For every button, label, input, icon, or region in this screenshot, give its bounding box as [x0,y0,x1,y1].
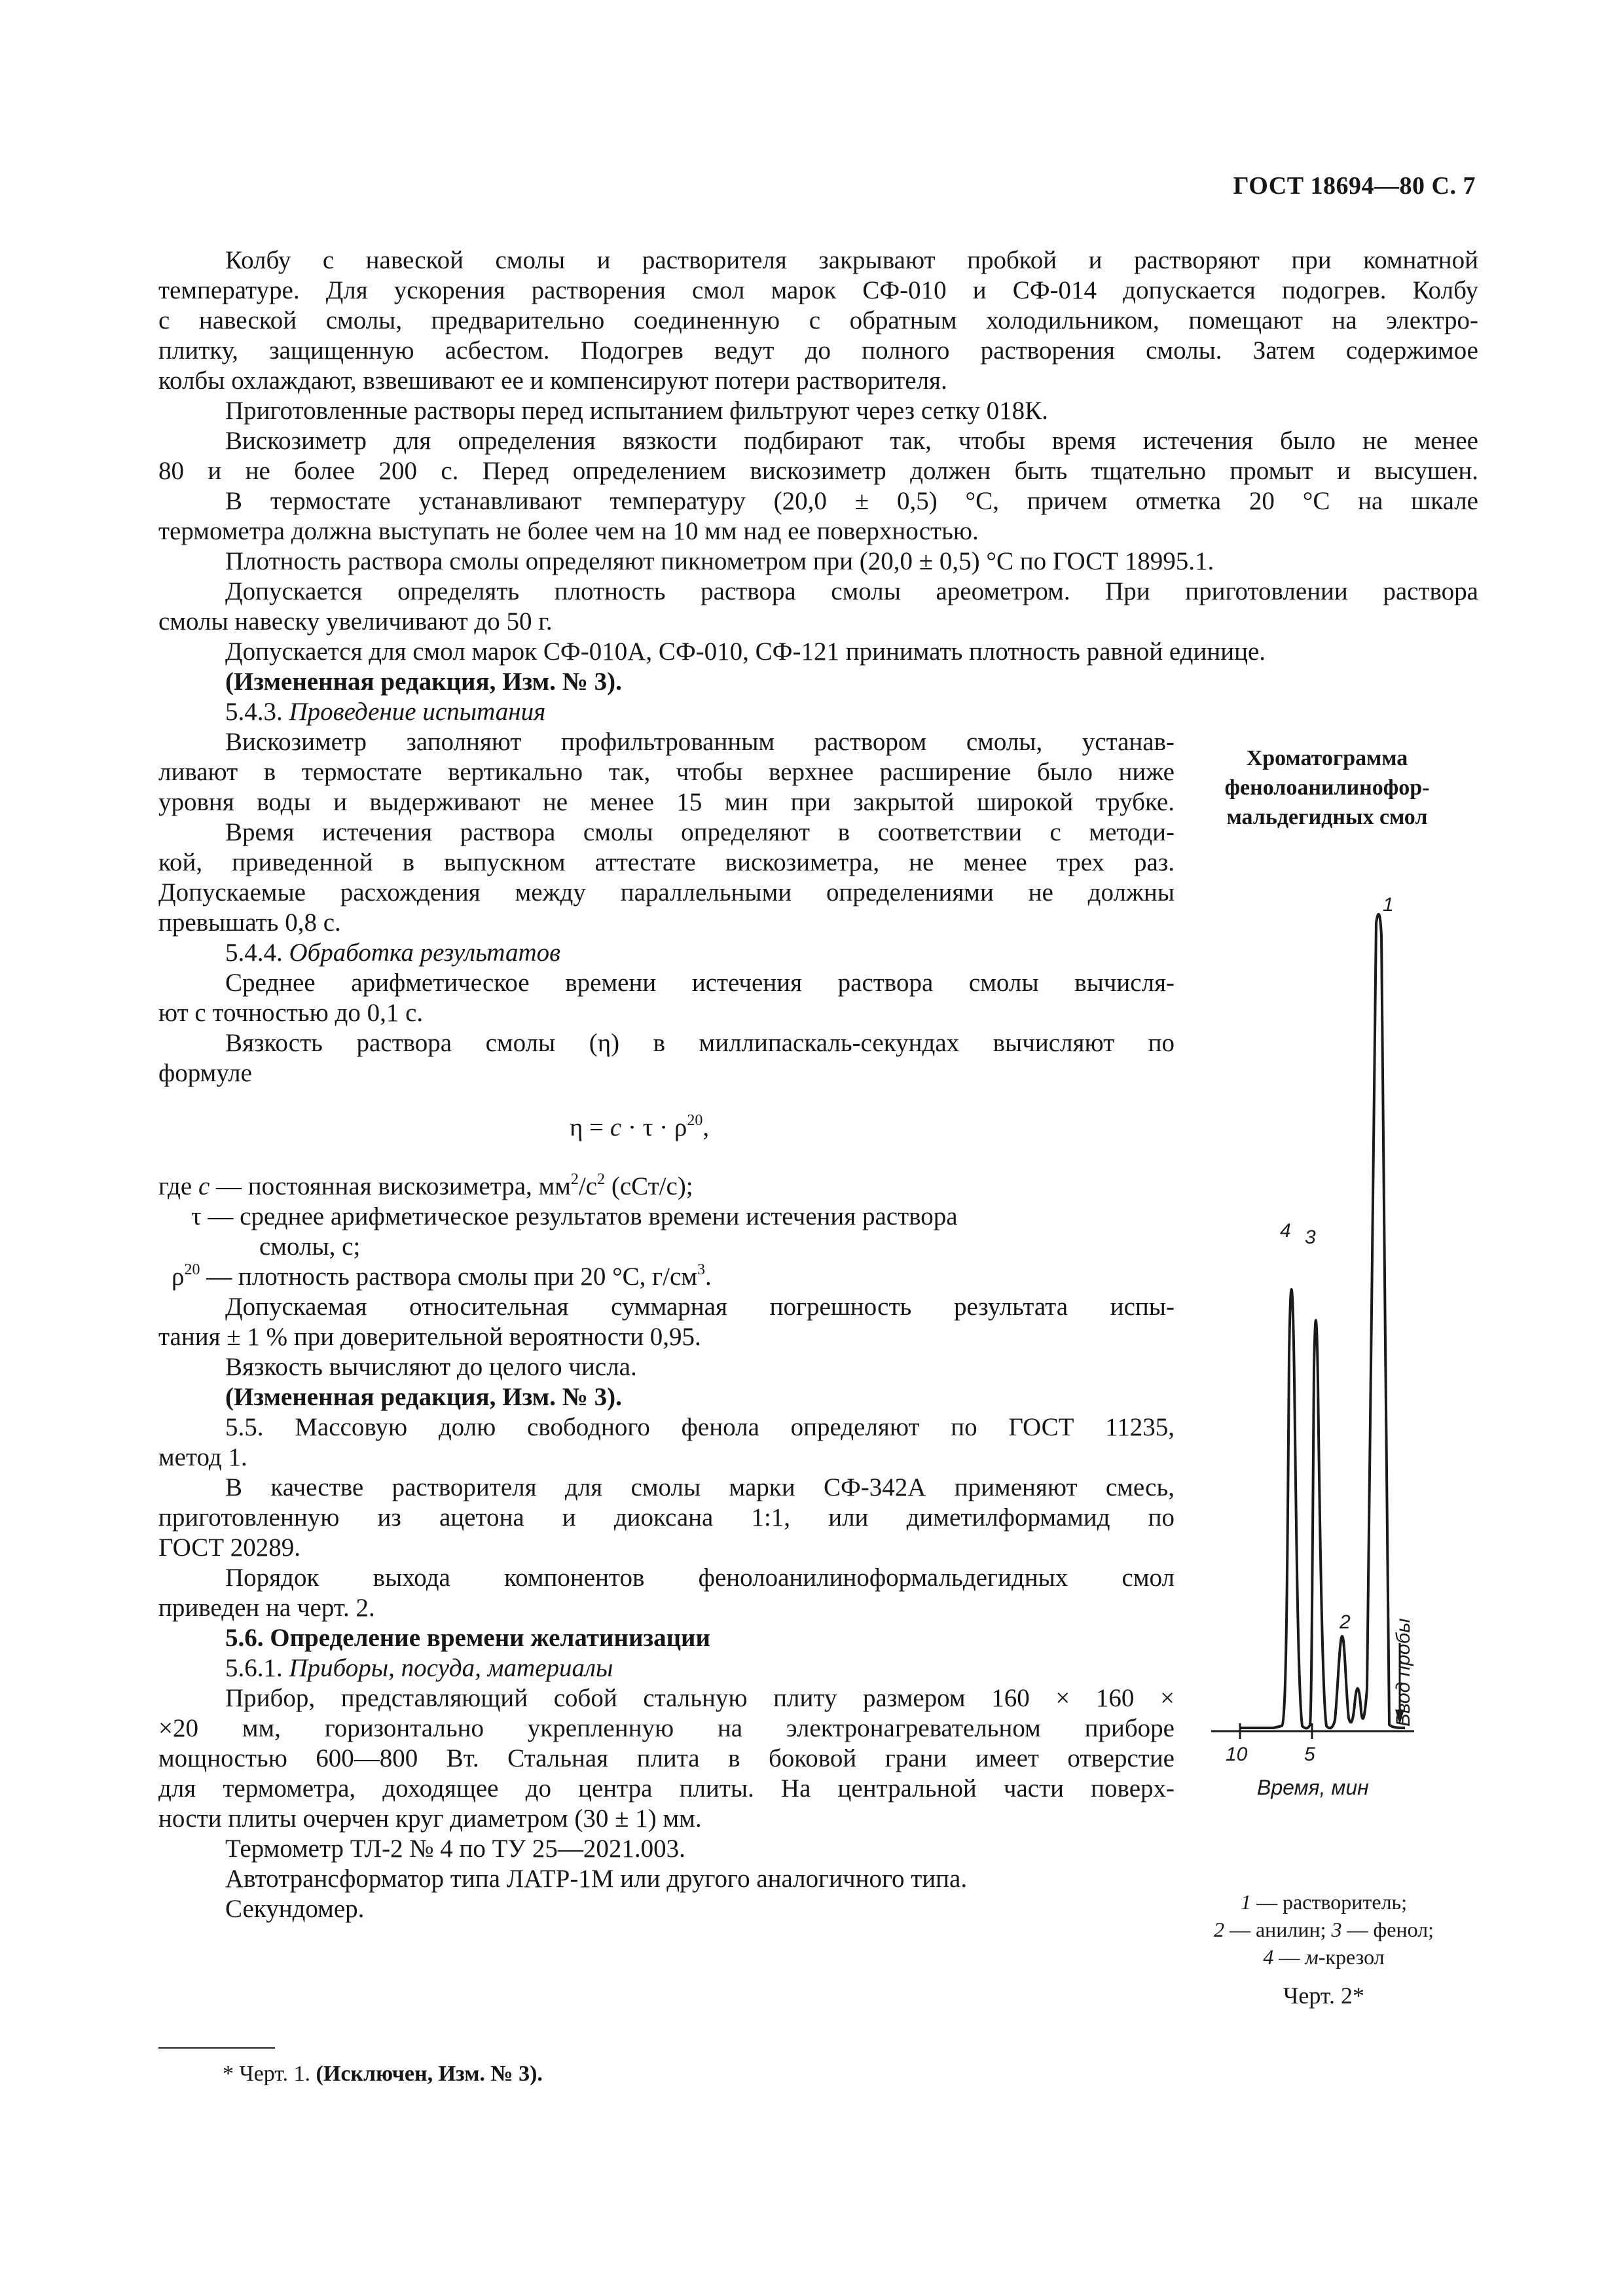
paragraph-line: Вязкость вычисляют до целого числа. [225,1353,637,1381]
peak-label-2: 2 [1340,1611,1351,1633]
legend-text: — анилин; [1224,1918,1332,1941]
formula-superscript: 20 [687,1112,703,1129]
paragraph-line: ют с точностью до 0,1 с. [158,999,424,1027]
definition-superscript: 3 [697,1261,705,1278]
legend-number: 3 [1331,1918,1342,1941]
paragraph-line: 80 и не более 200 с. Перед определением вискозиметр должен быть тщательно промыт и высушен. [158,457,1478,485]
peak-label-1: 1 [1383,894,1394,916]
legend-number: 1 [1240,1890,1251,1914]
formula-part: , [702,1113,710,1141]
figure-title [1186,744,1468,832]
paragraph-line: ности плиты очерчен круг диаметром (30 ± 1) мм. [158,1804,702,1833]
paragraph-line: В качестве растворителя для смолы марки СФ-342А применяют смесь, [225,1473,1175,1501]
paragraph-line: приготовленную из ацетона и диоксана 1:1, или диметилформамид по [158,1503,1175,1532]
footnote-divider [158,2047,275,2049]
formula [570,1113,709,1143]
legend-line [1186,1916,1461,1943]
paragraph-line: тания ± 1 % при доверительной вероятности 0,95. [158,1323,701,1351]
legend-line [1186,1943,1461,1971]
tick-label-5: 5 [1304,1744,1315,1765]
figure-caption: Черт. 2* [1283,1982,1364,2009]
paragraph-line: метод 1. [158,1443,247,1471]
chromatogram-trace [1240,914,1405,1729]
paragraph-line: смолы навеску увеличивают до 50 г. [158,607,553,636]
paragraph-line: Порядок выхода компонентов фенолоанилиноформальдегидных смол [225,1564,1175,1592]
paragraph-line: ГОСТ 20289. [158,1534,301,1562]
injection-label: Ввод пробы [1393,1618,1414,1727]
section-number: 5.4.3. [225,698,283,726]
amendment-note: (Измененная редакция, Изм. № 3). [225,1383,622,1411]
definition-superscript: 20 [184,1261,200,1278]
tick-label-10: 10 [1226,1744,1248,1765]
formula-definition [158,1172,693,1202]
figure-title-line: Хроматограмма [1246,746,1408,770]
definition-variable: c [198,1172,210,1200]
paragraph-line: температуре. Для ускорения растворения смол марок СФ-010 и СФ-014 допускается подогрев. Колбу [158,276,1478,304]
paragraph-line: Колбу с навеской смолы и растворителя закрывают пробкой и растворяют при комнатной [225,246,1478,274]
paragraph-line: Допускаемые расхождения между параллельными определениями не должны [158,878,1175,906]
definition-part: ρ [172,1263,185,1291]
section-heading [225,697,545,727]
section-heading [225,1653,613,1683]
formula-definition [172,1262,712,1292]
paragraph-line: плитку, защищенную асбестом. Подогрев ведут до полного растворения смолы. Затем содержимое [158,336,1478,365]
legend-text: -крезол [1318,1945,1385,1969]
paragraph-line: для термометра, доходящее до центра плиты. На центральной части поверх- [158,1774,1175,1803]
definition-superscript: 2 [570,1171,579,1188]
paragraph-line: Среднее арифметическое времени истечения раствора смолы вычисля- [225,969,1175,997]
formula-definition: τ — среднее арифметическое результатов времени истечения раствора [191,1202,958,1230]
paragraph-line: с навеской смолы, предварительно соединенную с обратным холодильником, помещают на электро- [158,306,1478,334]
paragraph-line: Прибор, представляющий собой стальную плиту размером 160 × 160 × [225,1684,1175,1712]
section-heading [225,938,560,968]
paragraph-line: Вискозиметр для определения вязкости подбирают так, чтобы время истечения было не менее [225,427,1478,455]
section-title: Проведение испытания [289,698,546,726]
legend-text: м [1305,1945,1319,1969]
definition-part: — плотность раствора смолы при 20 °С, г/см [200,1263,697,1291]
legend-text: — фенол; [1341,1918,1434,1941]
paragraph-line: формуле [158,1059,252,1087]
definition-part: (сСт/с); [605,1172,693,1200]
paragraph-line: Приготовленные растворы перед испытанием фильтруют через сетку 018К. [225,397,1048,425]
paragraph-line: Вязкость раствора смолы (η) в миллипаскаль-секундах вычисляют по [225,1029,1175,1057]
chromatogram-chart [1211,884,1421,1826]
legend-number: 2 [1213,1918,1224,1941]
legend-text: — [1273,1945,1305,1969]
section-number: 5.6.1. [225,1654,283,1682]
paragraph-line: колбы охлаждают, взвешивают ее и компенсируют потери растворителя. [158,367,947,395]
footnote-text: * Черт. 1. [223,2062,316,2086]
figure-title-line: фенолоанилинофор- [1224,776,1430,800]
page-header: ГОСТ 18694—80 С. 7 [1233,172,1476,200]
legend-text: — растворитель; [1250,1890,1408,1914]
definition-superscript: 2 [597,1171,606,1188]
legend-line [1186,1888,1461,1916]
paragraph-line: Плотность раствора смолы определяют пикнометром при (20,0 ± 0,5) °С по ГОСТ 18995.1. [225,547,1214,575]
paragraph-line: Допускается для смол марок СФ-010А, СФ-010, СФ-121 принимать плотность равной единице. [225,637,1266,666]
paragraph-line: В термостате устанавливают температуру (20,0 ± 0,5) °С, причем отметка 20 °С на шкале [225,487,1478,515]
formula-part: · τ · ρ [621,1113,687,1141]
paragraph-line: Автотрансформатор типа ЛАТР-1М или другого аналогичного типа. [225,1865,968,1893]
amendment-note: (Измененная редакция, Изм. № 3). [225,668,622,696]
figure-title-line: мальдегидных смол [1226,805,1428,829]
peak-label-3: 3 [1305,1227,1316,1248]
x-axis-label: Время, мин [1257,1776,1369,1799]
paragraph-line: уровня воды и выдерживают не менее 15 мин при закрытой широкой трубке. [158,788,1175,816]
paragraph-line: термометра должна выступать не более чем на 10 мм над ее поверхностью. [158,517,979,545]
footnote-bold: (Исключен, Изм. № 3). [316,2062,543,2086]
footnote [223,2062,543,2087]
paragraph-line: Термометр ТЛ-2 № 4 по ТУ 25—2021.003. [225,1835,685,1863]
definition-part: . [705,1263,712,1291]
paragraph-line: ×20 мм, горизонтально укрепленную на электронагревательном приборе [158,1714,1175,1742]
section-number: 5.4.4. [225,939,283,967]
section-heading: 5.6. Определение времени желатинизации [225,1624,710,1652]
section-title: Приборы, посуда, материалы [289,1654,613,1682]
paragraph-line: Время истечения раствора смолы определяют в соответствии с методи- [225,818,1175,846]
paragraph-line: Секундомер. [225,1895,365,1923]
formula-definition: смолы, с; [259,1232,361,1261]
paragraph-line: кой, приведенной в выпускном аттестате вискозиметра, не менее трех раз. [158,848,1175,876]
paragraph-line: 5.5. Массовую долю свободного фенола определяют по ГОСТ 11235, [225,1413,1175,1441]
definition-part: /с [578,1172,598,1200]
figure-legend [1186,1888,1461,1971]
definition-part: — постоянная вискозиметра, мм [210,1172,571,1200]
formula-variable: c [610,1113,622,1141]
paragraph-line: превышать 0,8 с. [158,908,341,937]
section-title: Обработка результатов [289,939,561,967]
paragraph-line: приведен на черт. 2. [158,1594,375,1622]
paragraph-line: Допускаемая относительная суммарная погрешность результата испы- [225,1293,1175,1321]
peak-label-4: 4 [1280,1220,1291,1242]
paragraph-line: ливают в термостате вертикально так, чтобы верхнее расширение было ниже [158,758,1175,786]
legend-number: 4 [1263,1945,1274,1969]
paragraph-line: Вискозиметр заполняют профильтрованным раствором смолы, устанав- [225,728,1175,756]
formula-part: η = [570,1113,610,1141]
paragraph-line: Допускается определять плотность раствора смолы ареометром. При приготовлении раствора [225,577,1478,605]
paragraph-line: мощностью 600—800 Вт. Стальная плита в боковой грани имеет отверстие [158,1744,1175,1772]
definition-part: где [158,1172,198,1200]
